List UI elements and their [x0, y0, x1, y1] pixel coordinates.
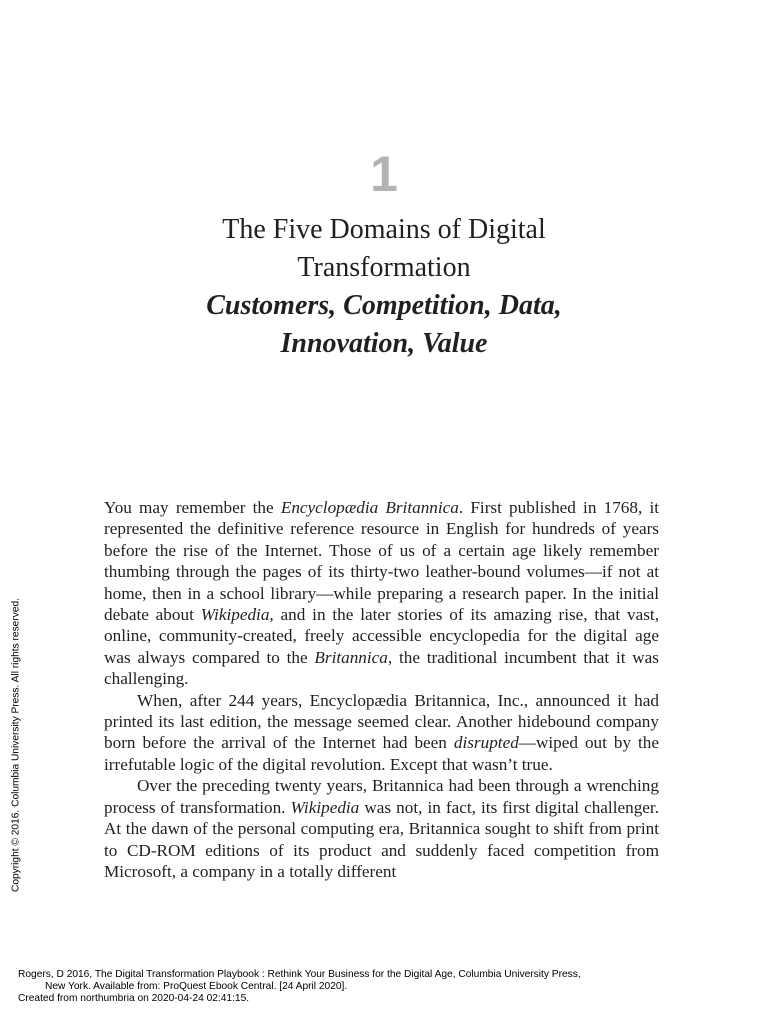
paragraph — [104, 497, 659, 690]
italic-title: Wikipedia — [290, 797, 360, 817]
footer-citation — [18, 969, 581, 1004]
chapter-title-line: The Five Domains of Digital — [222, 214, 546, 245]
text-span: Over the preceding twenty years, Britannica had been through a wrenching process of transformation. — [104, 776, 659, 817]
text-span: . First published in 1768, it represented the definitive reference resource in English for hundreds of years before the rise of the Internet. Those of us of a certain age likely remember thumbing through the pages of its thirty-two leather-bound volumes—if not at home, then in a school library—while preparing a research paper. In the initial debate about — [104, 498, 659, 625]
italic-emphasis: disrupted — [453, 733, 519, 753]
footer-line: Created from northumbria on 2020-04-24 02:41:15. — [18, 992, 250, 1004]
chapter-subtitle-line: Innovation, Value — [280, 328, 488, 359]
copyright-sidebar: Copyright © 2016. Columbia University Press. All rights reserved. — [10, 597, 22, 893]
text-span: You may remember the — [104, 498, 281, 517]
italic-title: Britannica — [314, 647, 388, 667]
paragraph — [104, 690, 659, 776]
text-span: When, after 244 years, Encyclopædia Britannica, Inc., announced it had printed its last edition, the message seemed clear. Another hidebound company born before the arrival of the Internet had been — [104, 690, 659, 753]
footer-line: New York. Available from: ProQuest Ebook Central. [24 April 2020]. — [45, 980, 348, 992]
italic-title: Wikipedia — [200, 605, 270, 625]
text-span: , and in the later stories of its amazing rise, that vast, online, community-created, freely accessible encyclopedia for the digital age was always compared to the — [104, 605, 659, 667]
chapter-number: 1 — [370, 146, 398, 202]
text-span: , the traditional incumbent that it was challenging. — [104, 647, 659, 689]
chapter-title-line: Transformation — [297, 252, 471, 283]
chapter-title — [84, 211, 684, 363]
italic-title: Encyclopædia Britannica — [280, 498, 459, 517]
chapter-subtitle-line: Customers, Competition, Data, — [206, 290, 562, 321]
footer-line: Rogers, D 2016, The Digital Transformation Playbook : Rethink Your Business for the Digital Age, Columbia University Press, — [18, 969, 581, 980]
body-text — [104, 497, 659, 882]
text-span: —wiped out by the irrefutable logic of the digital revolution. Except that wasn’t true. — [104, 733, 659, 774]
paragraph — [104, 775, 659, 882]
text-span: was not, in fact, its first digital challenger. At the dawn of the personal computing era, Britannica sought to shift from print to CD-ROM editions of its product and suddenly faced competition from Microsoft, a company in a totally different — [104, 797, 659, 881]
